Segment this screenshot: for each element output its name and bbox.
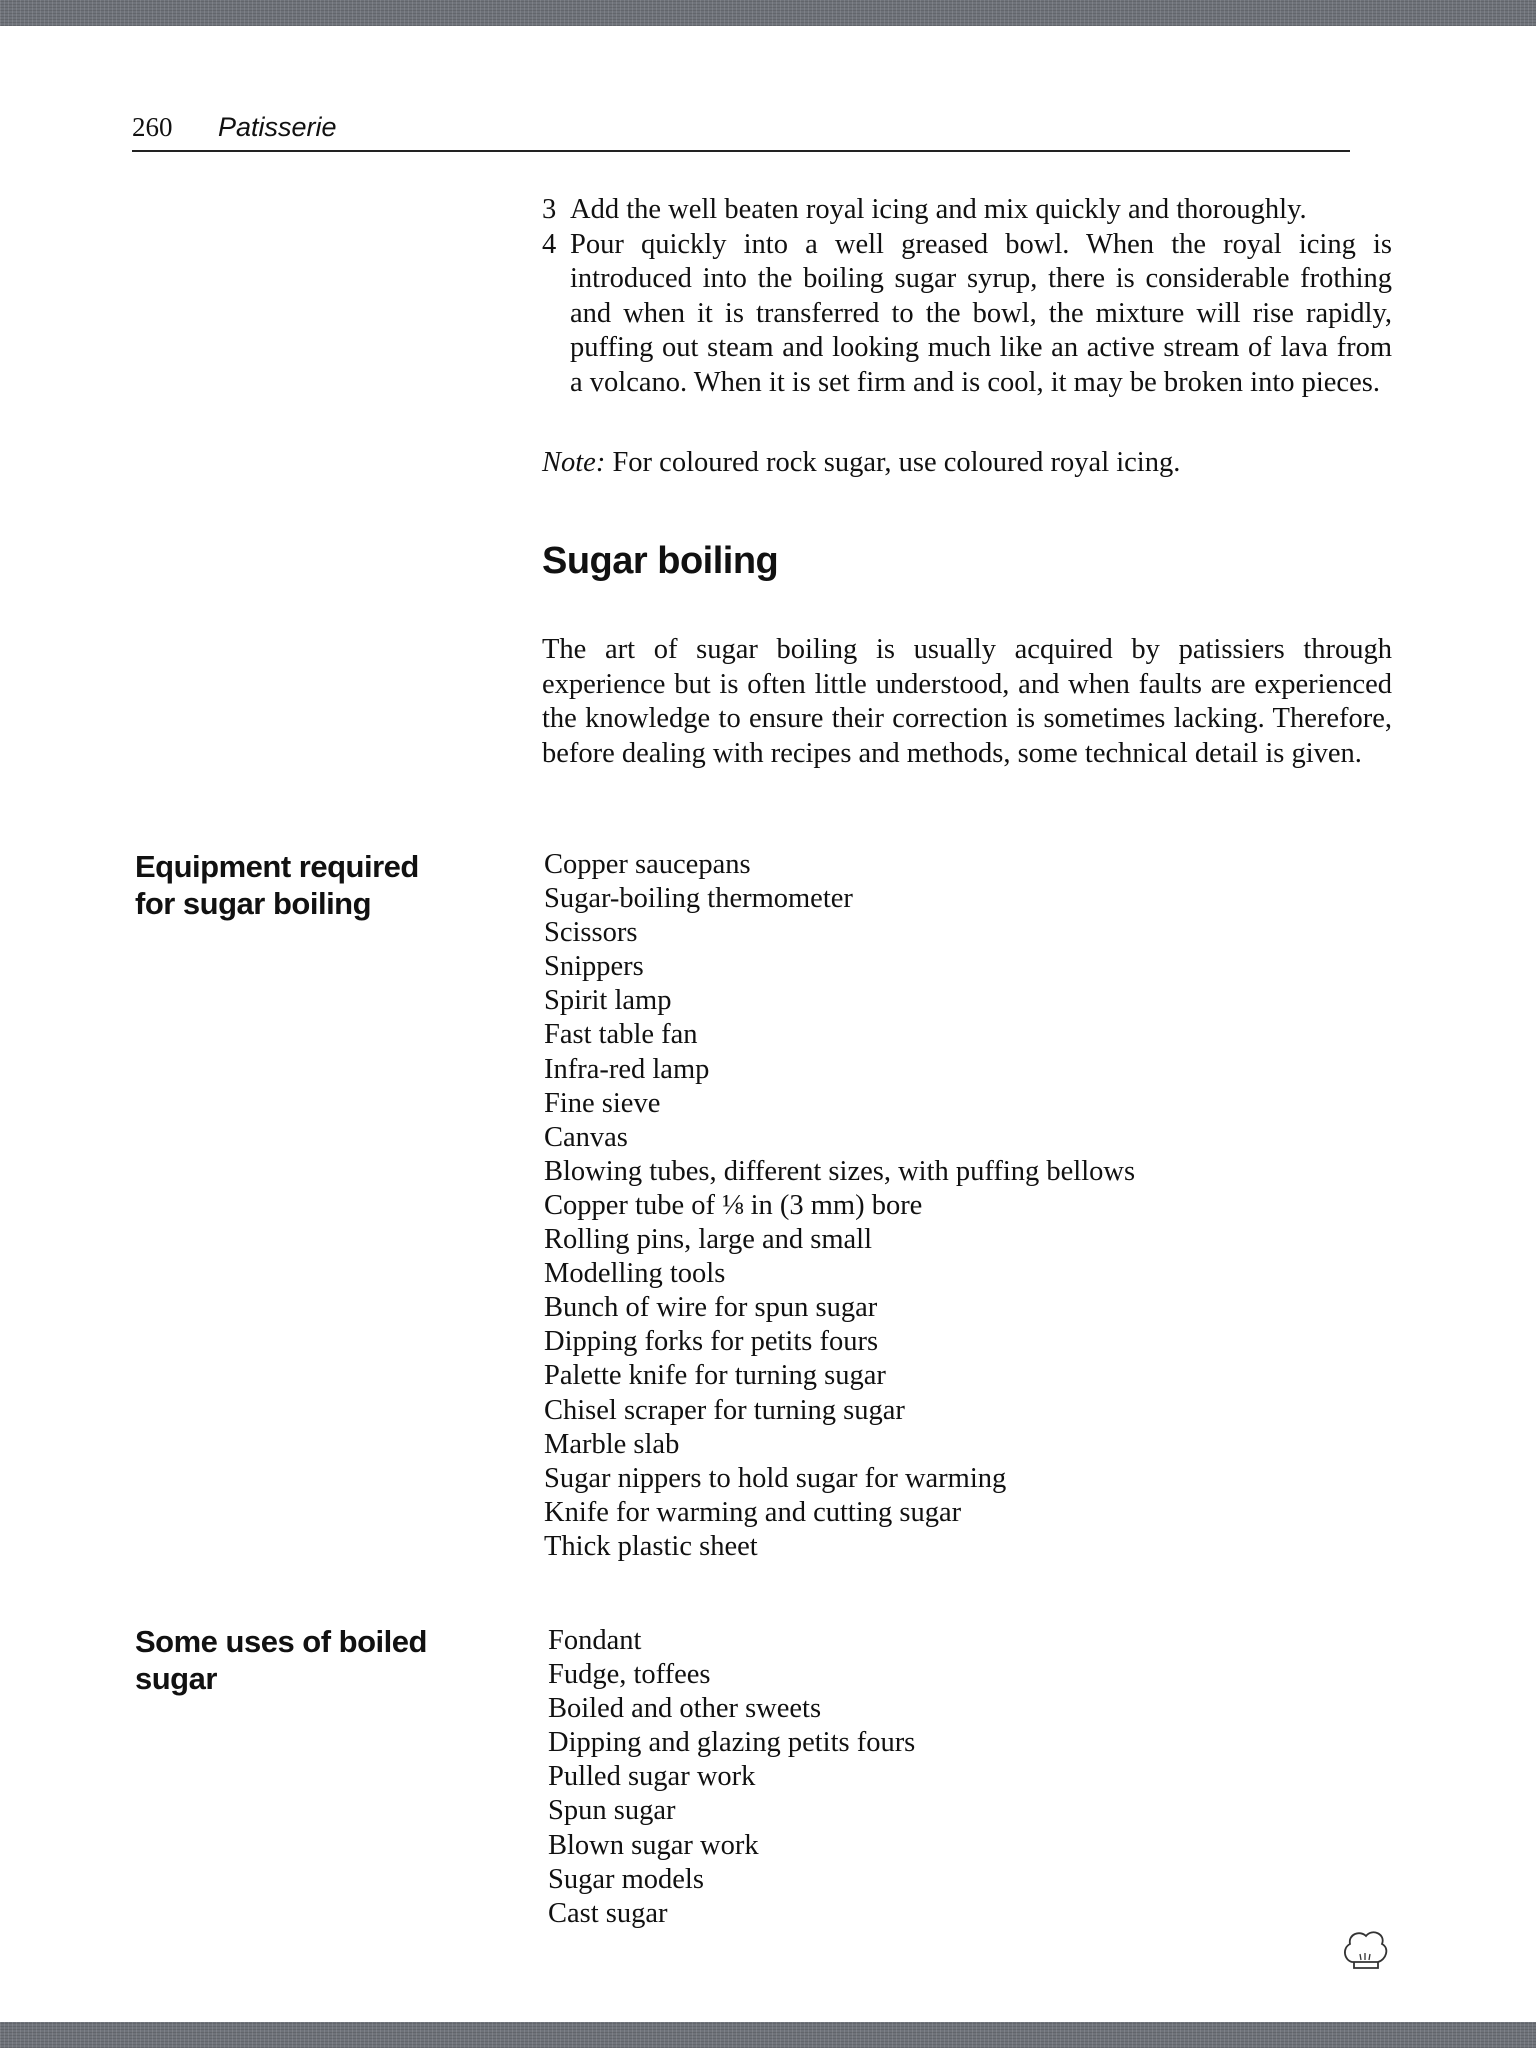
uses-heading-line-2: sugar [135, 1661, 217, 1696]
chef-hat-icon [1340, 1922, 1390, 1972]
method-steps [542, 193, 1392, 400]
list-item: Blown sugar work [548, 1829, 759, 1861]
list-item: Infra-red lamp [544, 1053, 710, 1085]
header-rule [132, 150, 1350, 152]
list-item: Dipping forks for petits fours [544, 1326, 879, 1358]
list-item: Modelling tools [544, 1258, 726, 1290]
page-number: 260 [132, 112, 173, 142]
running-head [132, 112, 1350, 152]
list-item: Copper tube of ⅛ in (3 mm) bore [544, 1189, 923, 1221]
list-item: Scissors [544, 917, 638, 949]
list-item: Fine sieve [544, 1087, 661, 1119]
running-title: Patisserie [218, 112, 337, 142]
step-3 [542, 193, 1392, 228]
note-text: For coloured rock sugar, use coloured royal icing. [612, 447, 1181, 478]
section-title: Sugar boiling [542, 540, 779, 582]
list-item: Sugar-boiling thermometer [544, 883, 853, 915]
note-label: Note: [542, 447, 606, 478]
list-item: Boiled and other sweets [548, 1693, 822, 1725]
list-item: Marble slab [544, 1428, 680, 1460]
list-item: Thick plastic sheet [544, 1530, 758, 1562]
list-item: Fudge, toffees [548, 1659, 711, 1691]
step-text: Add the well beaten royal icing and mix quickly and thoroughly. [570, 194, 1307, 225]
list-item: Canvas [544, 1121, 628, 1153]
equipment-heading-line-1: Equipment required [135, 849, 419, 884]
list-item: Snippers [544, 951, 644, 983]
uses-list [548, 1624, 915, 1931]
list-item: Palette knife for turning sugar [544, 1360, 886, 1392]
list-item: Dipping and glazing petits fours [548, 1727, 916, 1759]
section-intro: The art of sugar boiling is usually acquired by patissiers through experience but is often little understood, and when faults are experienced the knowledge to ensure their correction is sometimes lacking. Therefore, before dealing with recipes and methods, some technical detail is given. [542, 634, 1392, 769]
equipment-heading-line-2: for sugar boiling [135, 886, 372, 921]
step-number: 3 [542, 194, 557, 225]
list-item: Chisel scraper for turning sugar [544, 1394, 905, 1426]
bottom-edge-strip [0, 2022, 1536, 2048]
list-item: Sugar models [548, 1863, 704, 1895]
list-item: Rolling pins, large and small [544, 1224, 872, 1256]
note [542, 446, 1392, 481]
step-text: Pour quickly into a well greased bowl. When the royal icing is introduced into the boiling sugar syrup, there is considerable frothing and when it is transferred to the bowl, the mixture will rise rapidly, puffing out steam and looking much like an active stream of lava from a volcano. When it is set firm and is cool, it may be broken into pieces. [570, 228, 1392, 398]
list-item: Sugar nippers to hold sugar for warming [544, 1462, 1007, 1494]
uses-heading-line-1: Some uses of boiled [135, 1624, 427, 1659]
list-item: Bunch of wire for spun sugar [544, 1292, 878, 1324]
list-item: Cast sugar [548, 1897, 668, 1929]
list-item: Blowing tubes, different sizes, with puffing bellows [544, 1155, 1136, 1187]
list-item: Pulled sugar work [548, 1761, 756, 1793]
uses-heading [135, 1623, 455, 1697]
list-item: Fondant [548, 1625, 642, 1656]
list-item: Knife for warming and cutting sugar [544, 1496, 962, 1528]
step-4 [542, 228, 1392, 401]
top-edge-strip [0, 0, 1536, 26]
list-item: Copper saucepans [544, 849, 751, 880]
list-item: Spirit lamp [544, 985, 672, 1017]
step-number: 4 [542, 228, 557, 260]
equipment-heading [135, 848, 455, 922]
list-item: Fast table fan [544, 1019, 698, 1051]
list-item: Spun sugar [548, 1795, 676, 1827]
equipment-list [544, 848, 1135, 1564]
